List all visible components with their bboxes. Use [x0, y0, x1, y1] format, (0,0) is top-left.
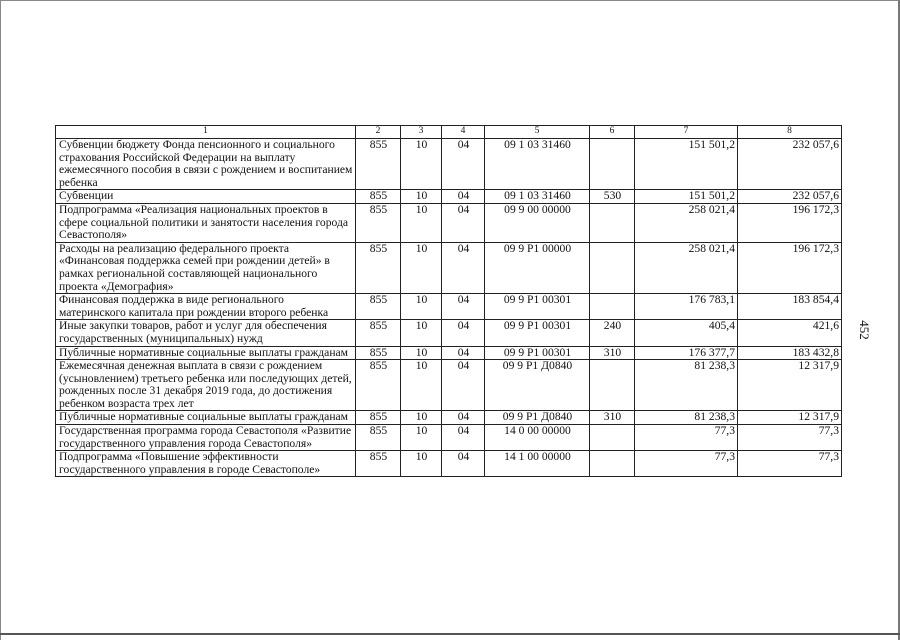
row-expense-type	[590, 139, 635, 190]
row-subsection: 04	[442, 190, 485, 204]
row-section: 10	[401, 242, 442, 293]
row-target-item: 09 9 P1 00301	[485, 320, 590, 346]
row-amount-col7: 176 377,7	[635, 346, 738, 360]
row-section: 10	[401, 190, 442, 204]
table-row	[56, 294, 842, 320]
row-ministry-code: 855	[356, 242, 401, 293]
row-amount-col7: 258 021,4	[635, 203, 738, 242]
row-expense-type	[590, 425, 635, 451]
table-row	[56, 411, 842, 425]
budget-table	[55, 125, 842, 477]
row-target-item: 14 1 00 00000	[485, 451, 590, 477]
row-subsection: 04	[442, 139, 485, 190]
row-description: Иные закупки товаров, работ и услуг для обеспечения государственных (муниципальных) нужд	[56, 320, 356, 346]
row-expense-type: 310	[590, 411, 635, 425]
row-description: Расходы на реализацию федерального проекта «Финансовая поддержка семей при рождении детей» в рамках региональной составляющей национального проекта «Демография»	[56, 242, 356, 293]
row-subsection: 04	[442, 360, 485, 411]
row-section: 10	[401, 346, 442, 360]
row-subsection: 04	[442, 346, 485, 360]
header-col-2: 2	[356, 126, 401, 139]
row-amount-col7: 176 783,1	[635, 294, 738, 320]
table-row	[56, 139, 842, 190]
row-amount-col7: 151 501,2	[635, 190, 738, 204]
row-target-item: 09 9 P1 Д0840	[485, 360, 590, 411]
row-description: Подпрограмма «Реализация национальных проектов в сфере социальной политики и занятости населения города Севастополя»	[56, 203, 356, 242]
row-amount-col8: 232 057,6	[738, 139, 842, 190]
row-expense-type	[590, 203, 635, 242]
row-expense-type	[590, 451, 635, 477]
row-amount-col7: 77,3	[635, 451, 738, 477]
row-amount-col7: 151 501,2	[635, 139, 738, 190]
row-ministry-code: 855	[356, 360, 401, 411]
row-amount-col8: 183 854,4	[738, 294, 842, 320]
row-target-item: 09 9 P1 Д0840	[485, 411, 590, 425]
table-row	[56, 203, 842, 242]
row-section: 10	[401, 451, 442, 477]
table-row	[56, 242, 842, 293]
table-row	[56, 451, 842, 477]
row-description: Субвенции бюджету Фонда пенсионного и социального страхования Российской Федерации на выплату ежемесячного пособия в связи с рождением и воспитанием ребенка	[56, 139, 356, 190]
row-ministry-code: 855	[356, 203, 401, 242]
row-subsection: 04	[442, 451, 485, 477]
row-expense-type	[590, 360, 635, 411]
row-description: Публичные нормативные социальные выплаты гражданам	[56, 346, 356, 360]
row-ministry-code: 855	[356, 139, 401, 190]
row-amount-col7: 77,3	[635, 425, 738, 451]
row-subsection: 04	[442, 242, 485, 293]
row-amount-col8: 77,3	[738, 451, 842, 477]
header-col-3: 3	[401, 126, 442, 139]
table-row	[56, 190, 842, 204]
row-amount-col8: 421,6	[738, 320, 842, 346]
row-amount-col7: 405,4	[635, 320, 738, 346]
row-section: 10	[401, 139, 442, 190]
header-col-7: 7	[635, 126, 738, 139]
row-subsection: 04	[442, 203, 485, 242]
row-expense-type	[590, 242, 635, 293]
row-ministry-code: 855	[356, 411, 401, 425]
row-amount-col7: 258 021,4	[635, 242, 738, 293]
row-ministry-code: 855	[356, 190, 401, 204]
row-target-item: 09 9 00 00000	[485, 203, 590, 242]
row-amount-col7: 81 238,3	[635, 360, 738, 411]
row-target-item: 14 0 00 00000	[485, 425, 590, 451]
row-section: 10	[401, 360, 442, 411]
table-row	[56, 320, 842, 346]
row-amount-col8: 196 172,3	[738, 242, 842, 293]
row-expense-type: 530	[590, 190, 635, 204]
row-amount-col8: 232 057,6	[738, 190, 842, 204]
row-section: 10	[401, 411, 442, 425]
row-amount-col8: 196 172,3	[738, 203, 842, 242]
row-amount-col8: 12 317,9	[738, 411, 842, 425]
row-section: 10	[401, 294, 442, 320]
row-section: 10	[401, 320, 442, 346]
row-expense-type	[590, 294, 635, 320]
row-description: Публичные нормативные социальные выплаты гражданам	[56, 411, 356, 425]
row-description: Государственная программа города Севастополя «Развитие государственного управления города Севастополя»	[56, 425, 356, 451]
row-target-item: 09 9 P1 00000	[485, 242, 590, 293]
row-target-item: 09 9 P1 00301	[485, 294, 590, 320]
row-amount-col8: 183 432,8	[738, 346, 842, 360]
table-row	[56, 360, 842, 411]
header-col-5: 5	[485, 126, 590, 139]
header-col-4: 4	[442, 126, 485, 139]
header-col-6: 6	[590, 126, 635, 139]
row-section: 10	[401, 425, 442, 451]
row-subsection: 04	[442, 411, 485, 425]
row-ministry-code: 855	[356, 346, 401, 360]
row-ministry-code: 855	[356, 451, 401, 477]
row-target-item: 09 1 03 31460	[485, 190, 590, 204]
row-description: Субвенции	[56, 190, 356, 204]
row-subsection: 04	[442, 294, 485, 320]
row-description: Ежемесячная денежная выплата в связи с рождением (усыновлением) третьего ребенка или последующих детей, рожденных после 31 декабря 2019 года, до достижения ребенком возраста трех лет	[56, 360, 356, 411]
header-col-8: 8	[738, 126, 842, 139]
row-expense-type: 240	[590, 320, 635, 346]
table-row	[56, 346, 842, 360]
row-target-item: 09 9 P1 00301	[485, 346, 590, 360]
row-description: Финансовая поддержка в виде регионального материнского капитала при рождении второго ребенка	[56, 294, 356, 320]
row-section: 10	[401, 203, 442, 242]
row-amount-col8: 77,3	[738, 425, 842, 451]
row-ministry-code: 855	[356, 294, 401, 320]
row-expense-type: 310	[590, 346, 635, 360]
row-amount-col7: 81 238,3	[635, 411, 738, 425]
page-number: 452	[857, 320, 872, 340]
header-row	[56, 126, 842, 139]
row-target-item: 09 1 03 31460	[485, 139, 590, 190]
row-description: Подпрограмма «Повышение эффективности государственного управления в городе Севастополе»	[56, 451, 356, 477]
header-col-1: 1	[56, 126, 356, 139]
row-subsection: 04	[442, 320, 485, 346]
row-ministry-code: 855	[356, 425, 401, 451]
table-row	[56, 425, 842, 451]
row-amount-col8: 12 317,9	[738, 360, 842, 411]
row-ministry-code: 855	[356, 320, 401, 346]
row-subsection: 04	[442, 425, 485, 451]
bottom-edge-line	[0, 633, 900, 635]
